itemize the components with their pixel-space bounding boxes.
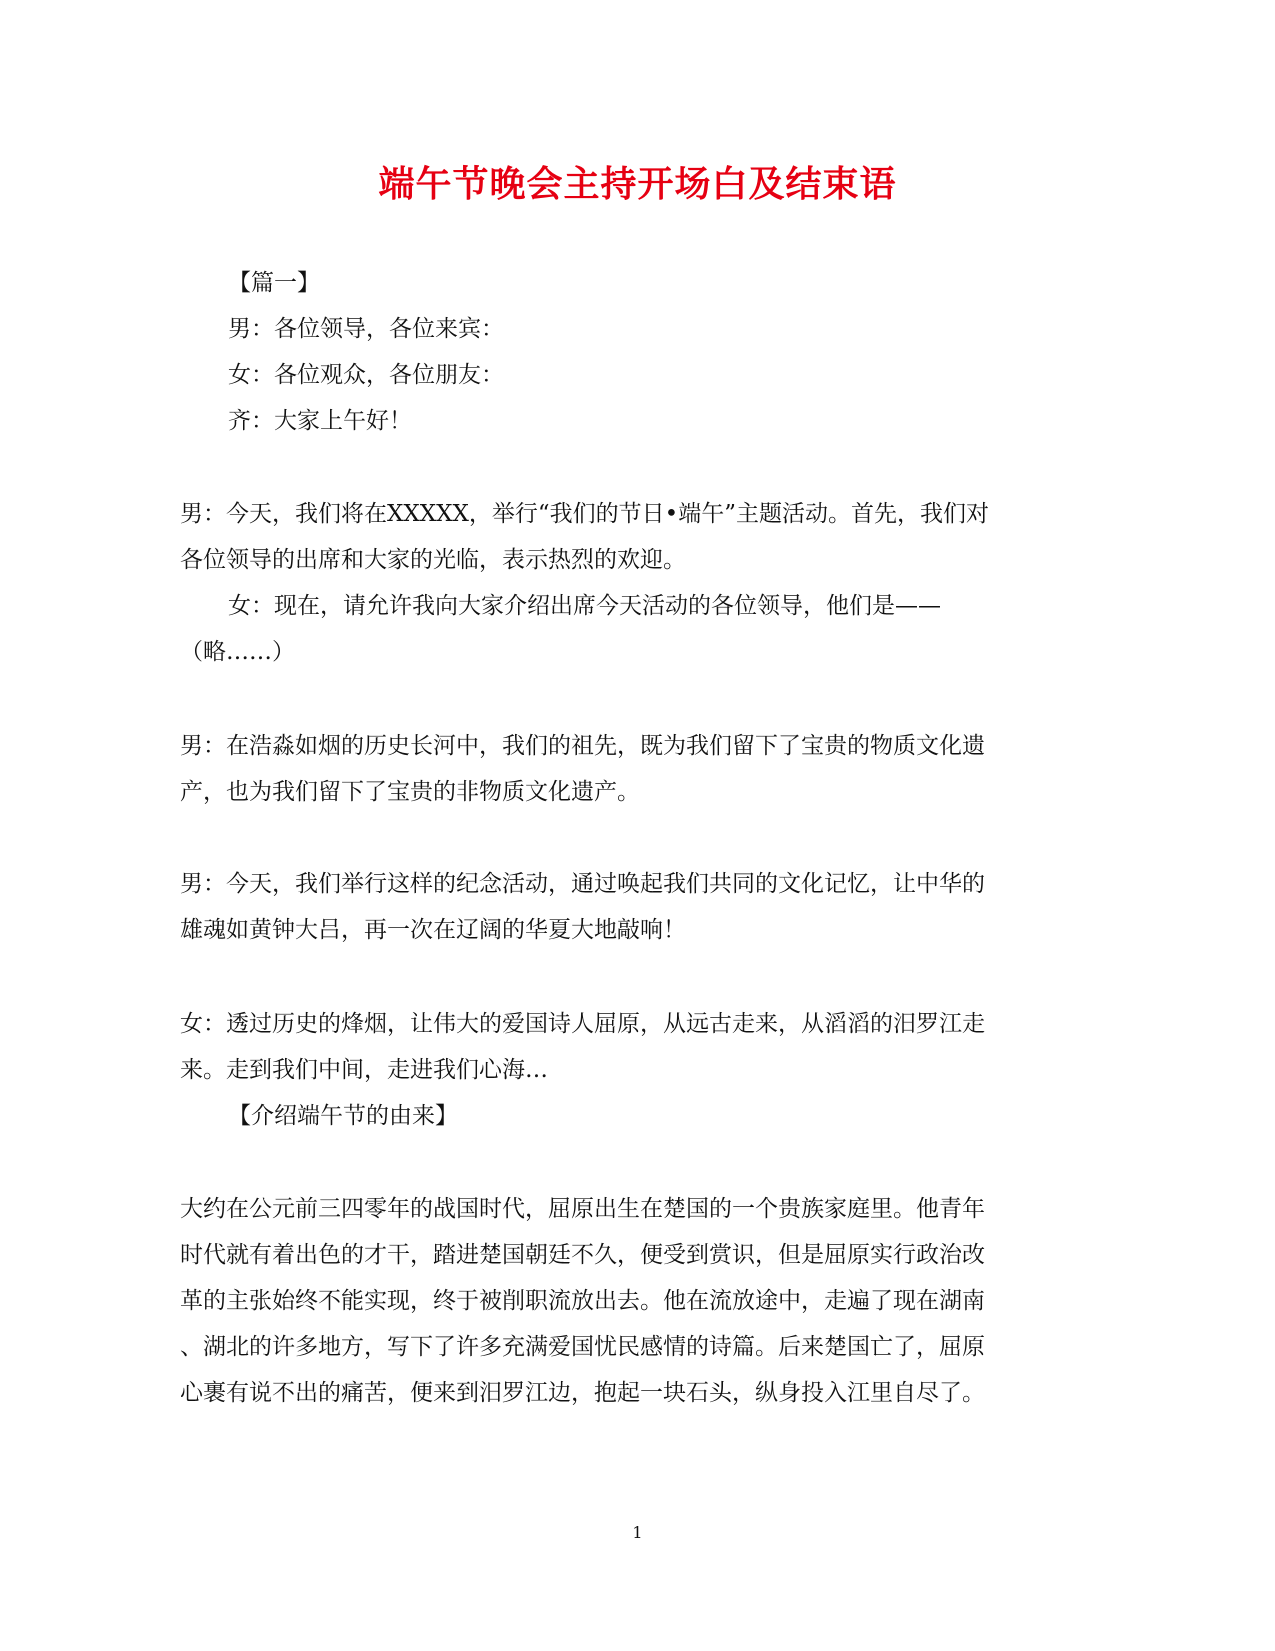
paragraph-line: 心裹有说不出的痛苦，便来到汨罗江边，抱起一块石头，纵身投入江里自尽了。 [180, 1380, 985, 1406]
page-number: 1 [632, 1523, 643, 1542]
paragraph-line: 各位领导的出席和大家的光临，表示热烈的欢迎。 [180, 547, 686, 573]
paragraph-line: 男：今天，我们举行这样的纪念活动，通过唤起我们共同的文化记忆，让中华的 [180, 871, 985, 897]
paragraph-line: 产，也为我们留下了宝贵的非物质文化遗产。 [180, 779, 640, 805]
paragraph-line: 来。走到我们中间，走进我们心海… [180, 1057, 548, 1083]
paragraph-line: 男：在浩淼如烟的历史长河中，我们的祖先，既为我们留下了宝贵的物质文化遗 [180, 733, 985, 759]
paragraph-line: 男：各位领导，各位来宾： [228, 316, 504, 342]
paragraph-line: 大约在公元前三四零年的战国时代，屈原出生在楚国的一个贵族家庭里。他青年 [180, 1196, 985, 1222]
paragraph-line: 男：今天，我们将在XXXXX，举行“我们的节日•端午”主题活动。首先，我们对 [180, 501, 989, 527]
section-heading: 【篇一】 [228, 270, 320, 296]
paragraph-line: 、湖北的许多地方，写下了许多充满爱国忧民感情的诗篇。后来楚国亡了，屈原 [180, 1334, 985, 1360]
paragraph-line: 时代就有着出色的才干，踏进楚国朝廷不久，便受到赏识，但是屈原实行政治改 [180, 1242, 985, 1268]
section-heading: 【介绍端午节的由来】 [228, 1103, 458, 1129]
paragraph-line: 女：透过历史的烽烟，让伟大的爱国诗人屈原，从远古走来，从滔滔的汨罗江走 [180, 1011, 985, 1037]
document-title: 端午节晚会主持开场白及结束语 [378, 163, 897, 205]
paragraph-line: 齐：大家上午好！ [228, 408, 412, 434]
paragraph-line: 女：各位观众，各位朋友： [228, 362, 504, 388]
paragraph-line: 革的主张始终不能实现，终于被削职流放出去。他在流放途中，走遍了现在湖南 [180, 1288, 985, 1314]
paragraph-line: 雄魂如黄钟大吕，再一次在辽阔的华夏大地敲响！ [180, 917, 686, 943]
paragraph-line: （略……） [180, 639, 295, 665]
paragraph-line: 女：现在，请允许我向大家介绍出席今天活动的各位领导，他们是—— [228, 593, 941, 619]
